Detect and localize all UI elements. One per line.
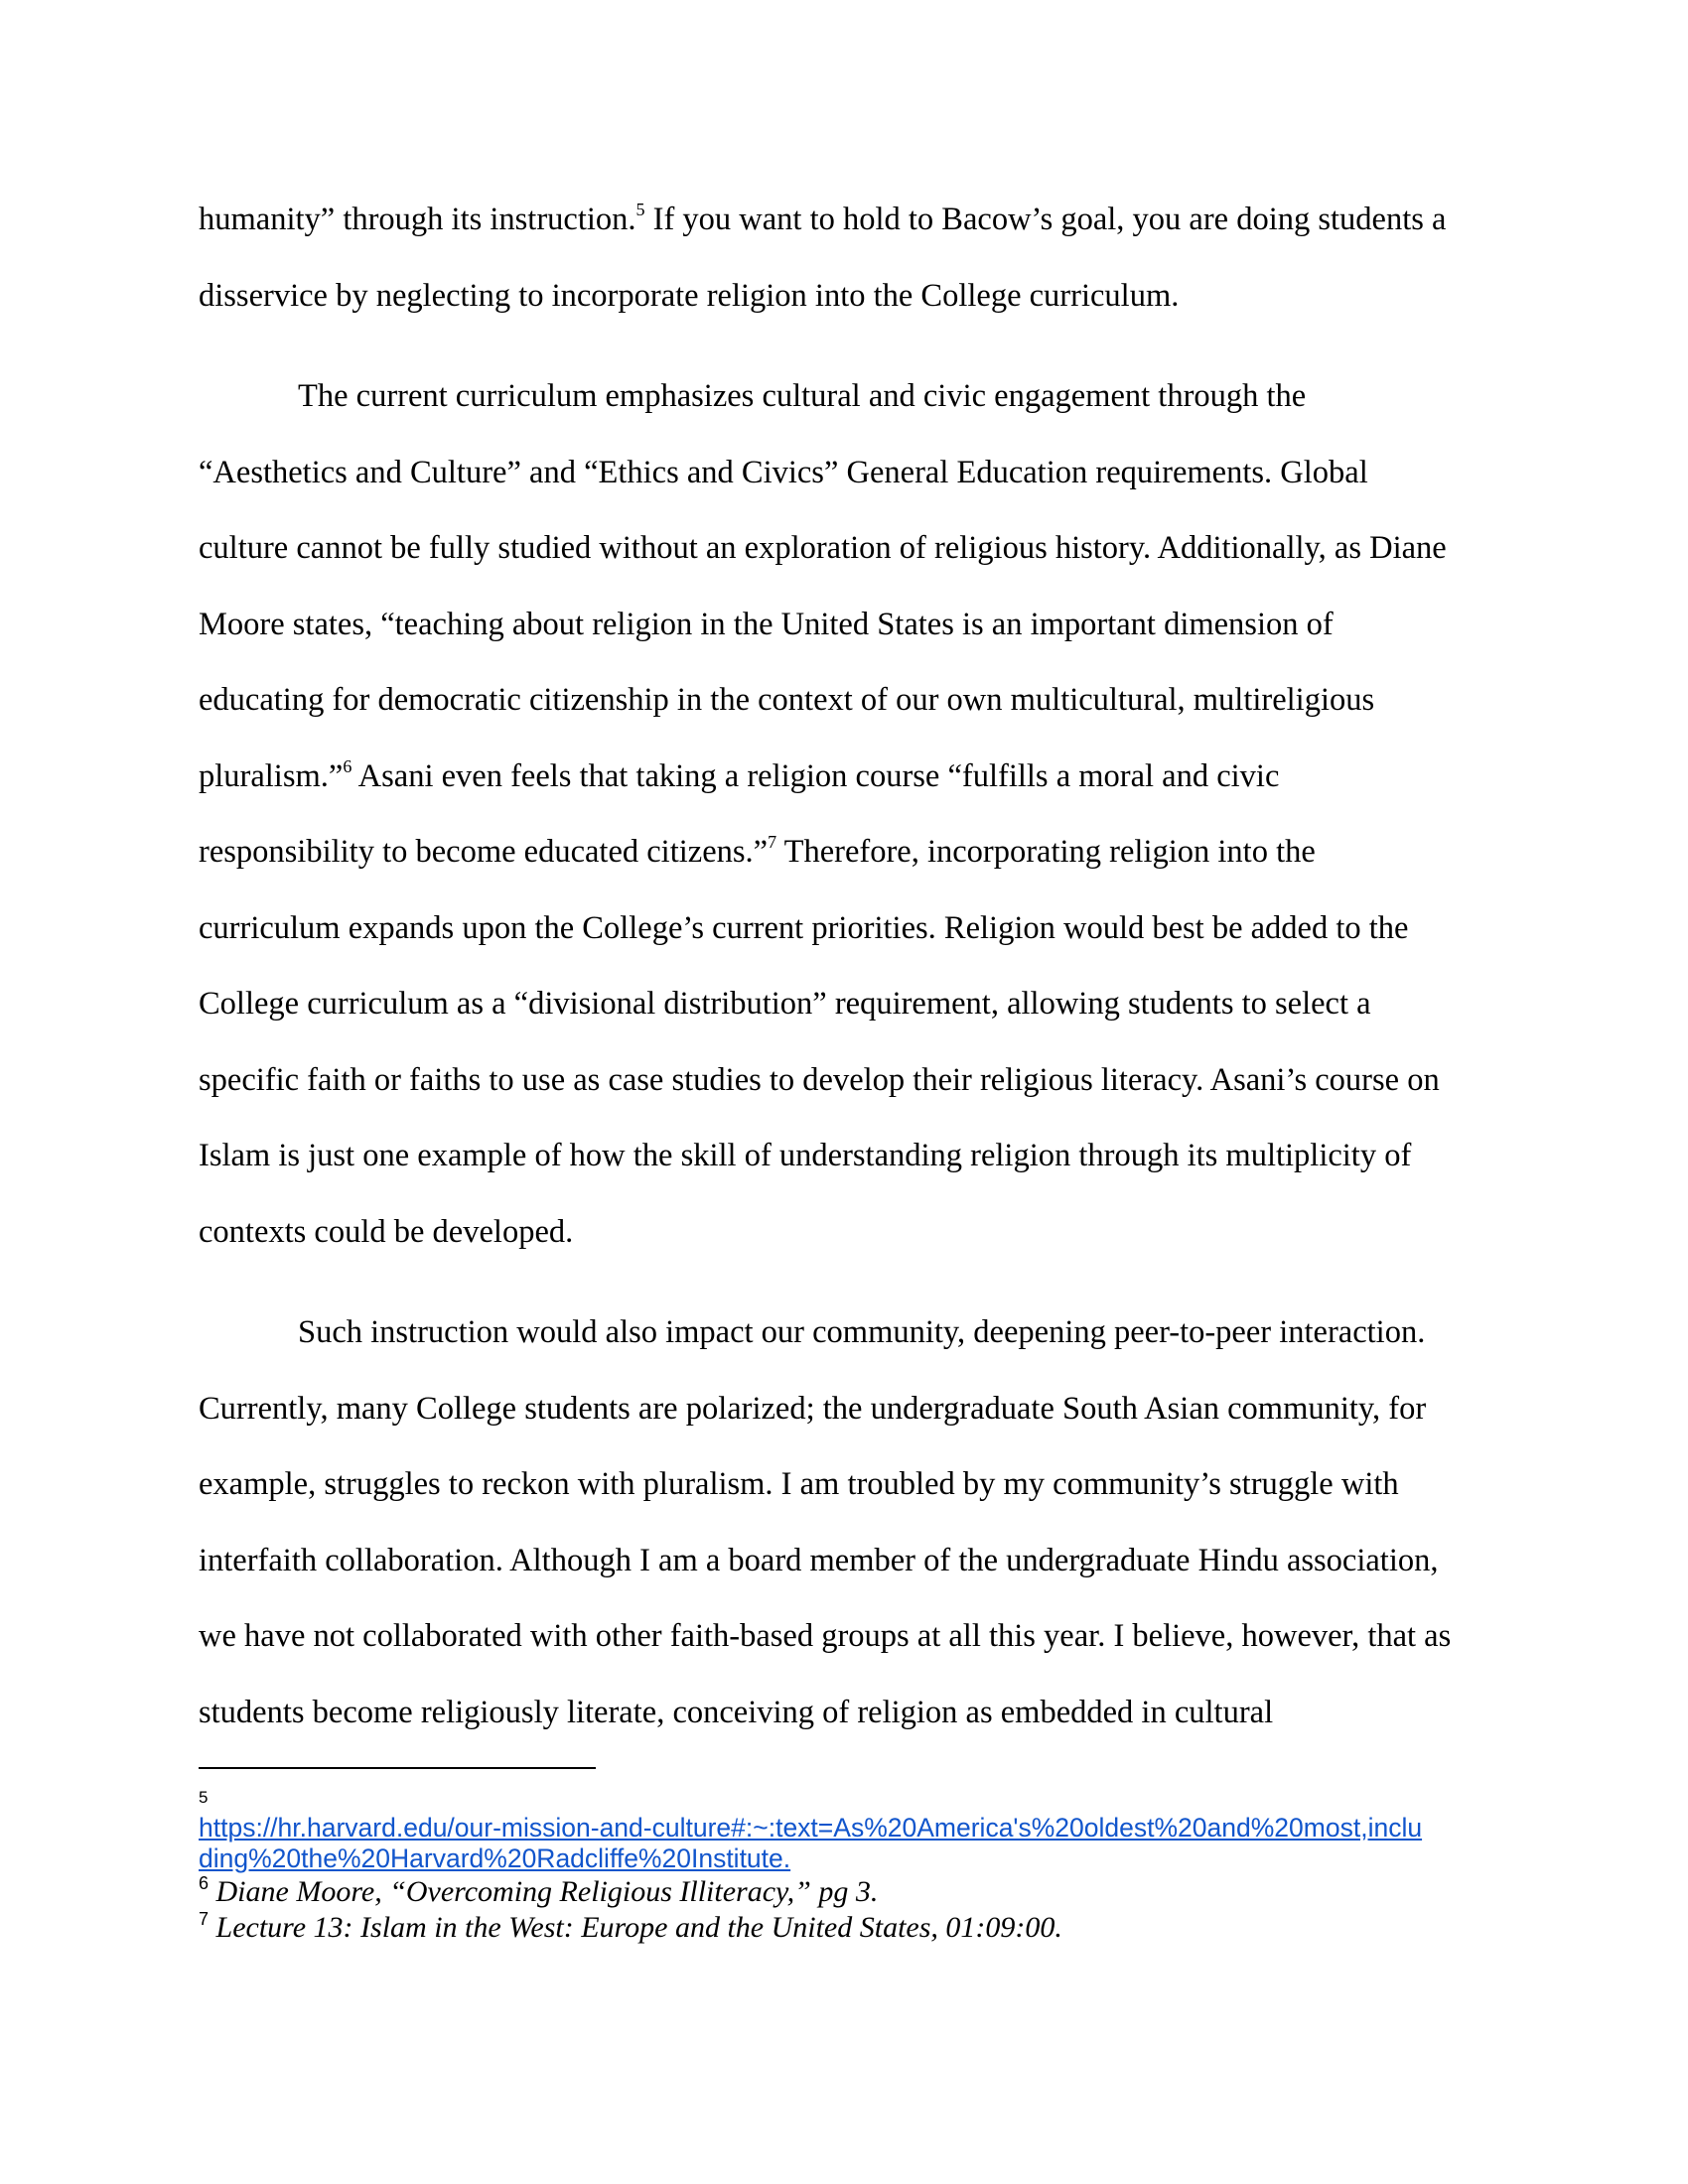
paragraph-line: we have not collaborated with other faith-based groups at all this year. I believe, however, that as [199, 1618, 1452, 1654]
footnote-5 [199, 1783, 1489, 1874]
text-run: If you want to hold to Bacow’s goal, you are doing students a [644, 202, 1447, 237]
paragraph-line: disservice by neglecting to incorporate religion into the College curriculum. [199, 277, 1180, 314]
footnotes [199, 1783, 1489, 1946]
paragraph-line: Currently, many College students are polarized; the undergraduate South Asian community, for [199, 1390, 1427, 1427]
footnote-text: Lecture 13: Islam in the West: Europe and the United States, 01:09:00. [209, 1911, 1062, 1944]
footnote-ref-5[interactable]: 5 [635, 200, 645, 219]
text-run: pluralism.” [199, 757, 344, 794]
footnote-link[interactable]: https://hr.harvard.edu/our-mission-and-culture#:~:text=As%20America's%20oldest%20and%20most,inclu [199, 1813, 1423, 1843]
paragraph-line: contexts could be developed. [199, 1213, 574, 1250]
text-run: Therefore, incorporating religion into the [776, 834, 1316, 870]
text-run: responsibility to become educated citizens.” [199, 834, 769, 870]
paragraph-line: Such instruction would also impact our community, deepening peer-to-peer interaction. [298, 1314, 1426, 1350]
paragraph-line: example, struggles to reckon with pluralism. I am troubled by my community’s struggle with [199, 1466, 1399, 1502]
paragraph-line: The current curriculum emphasizes cultural and civic engagement through the [298, 378, 1307, 414]
footnote-separator [199, 1767, 596, 1769]
footnote-number: 7 [199, 1909, 210, 1929]
paragraph-gap [199, 1283, 1489, 1307]
paragraph-line [199, 827, 1489, 903]
footnote-text: Diane Moore, “Overcoming Religious Illiteracy,” pg 3. [209, 1875, 879, 1908]
footnote-number: 5 [199, 1788, 209, 1807]
text-run: Asani even feels that taking a religion course “fulfills a moral and civic [352, 757, 1280, 794]
paragraph-gap [199, 346, 1489, 371]
footnote-number: 6 [199, 1873, 210, 1893]
paragraph-line: culture cannot be fully studied without an exploration of religious history. Additionally, as Diane [199, 530, 1447, 566]
footnote-link[interactable]: ding%20the%20Harvard%20Radcliffe%20Institute. [199, 1843, 791, 1873]
paragraph-1 [199, 195, 1489, 346]
paragraph-line: College curriculum as a “divisional distribution” requirement, allowing students to select a [199, 986, 1371, 1022]
paragraph-line: “Aesthetics and Culture” and “Ethics and Civics” General Education requirements. Global [199, 454, 1368, 490]
paragraph-line: Islam is just one example of how the skill of understanding religion through its multiplicity of [199, 1138, 1412, 1173]
paragraph-line: specific faith or faiths to use as case studies to develop their religious literacy. Asani’s course on [199, 1061, 1440, 1098]
paragraph-3 [199, 1307, 1489, 1763]
paragraph-line: curriculum expands upon the College’s current priorities. Religion would best be added to the [199, 909, 1409, 946]
footnote-6 [199, 1874, 1489, 1910]
paragraph-line: interfaith collaboration. Although I am a board member of the undergraduate Hindu association, [199, 1542, 1439, 1578]
paragraph-line [199, 195, 1489, 271]
footnote-ref-6[interactable]: 6 [343, 755, 352, 776]
paragraph-line: Moore states, “teaching about religion in the United States is an important dimension of [199, 606, 1334, 642]
footnote-7 [199, 1910, 1489, 1946]
footnote-ref-7[interactable]: 7 [768, 832, 777, 852]
paragraph-line: students become religiously literate, conceiving of religion as embedded in cultural [199, 1694, 1274, 1730]
paragraph-2 [199, 371, 1489, 1283]
paragraph-line: educating for democratic citizenship in the context of our own multicultural, multireligious [199, 682, 1375, 718]
body-text [199, 195, 1489, 1763]
text-run: humanity” through its instruction. [199, 202, 636, 237]
paragraph-line [199, 751, 1489, 828]
